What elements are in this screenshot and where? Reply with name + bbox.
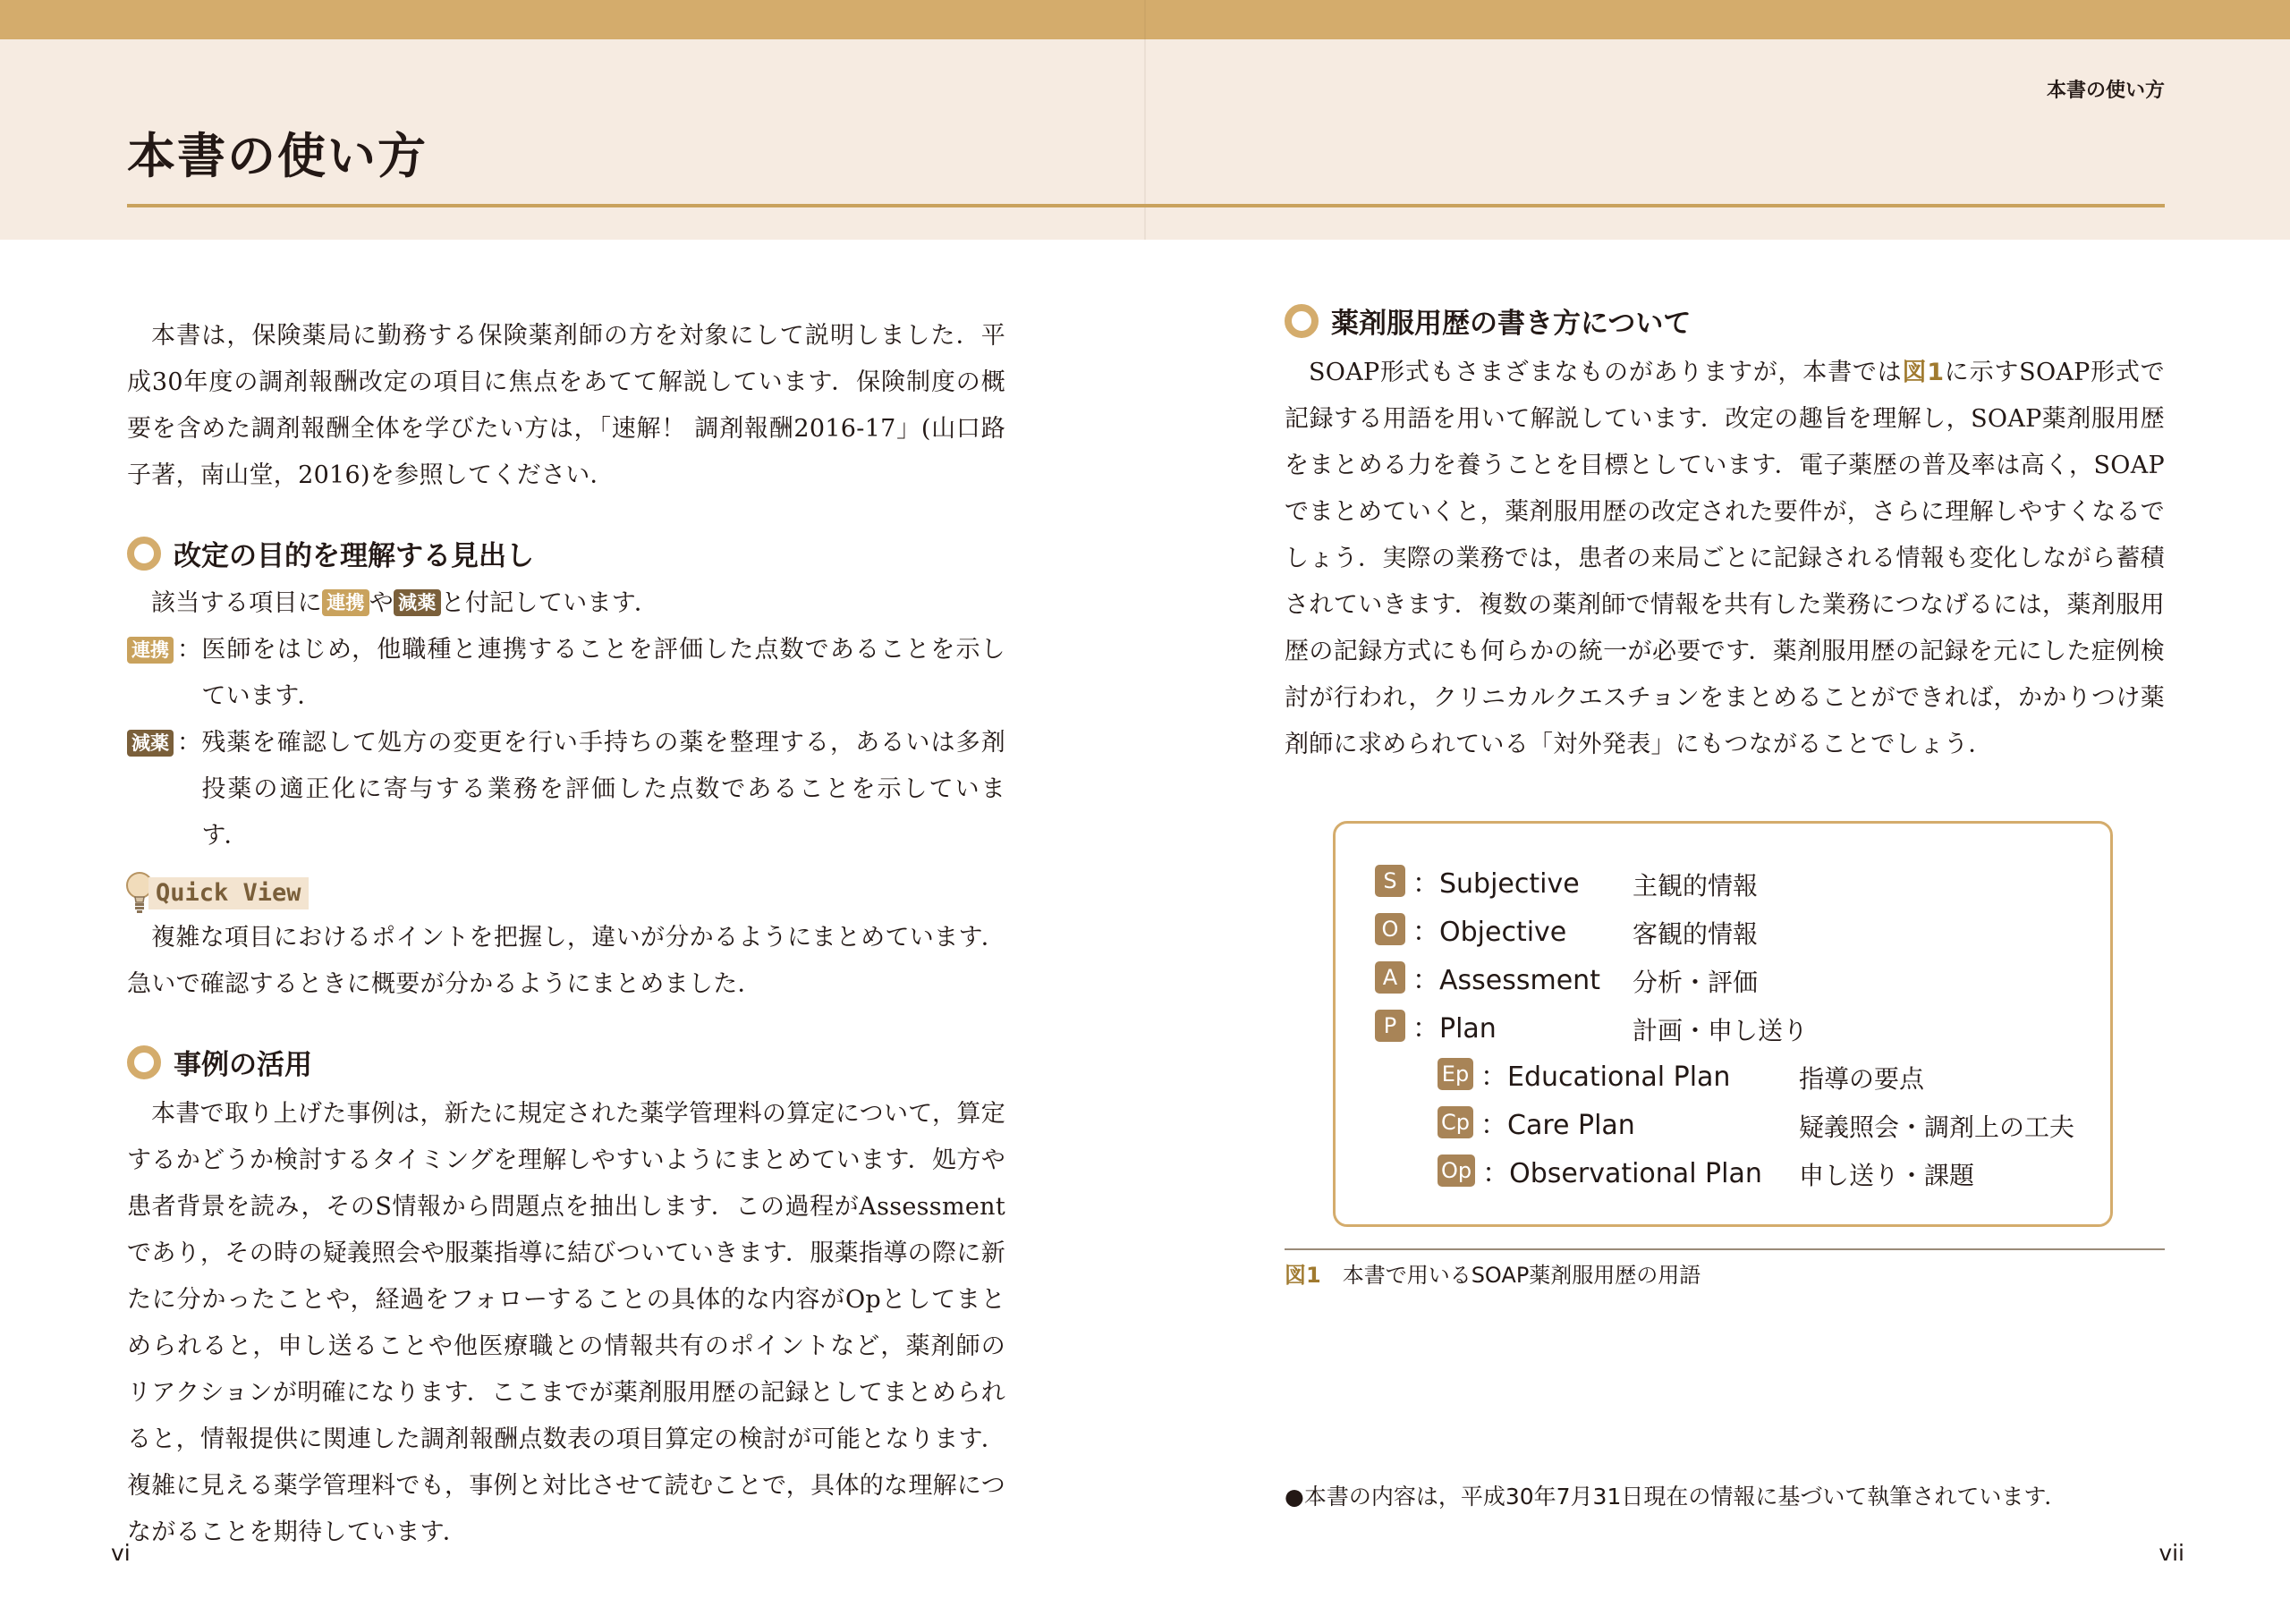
ring-bullet-icon	[127, 537, 161, 571]
soap-badge: S	[1375, 865, 1405, 897]
tag-genyaku: 減薬	[394, 589, 441, 616]
ring-bullet-icon	[127, 1045, 161, 1079]
soap-row-o	[1375, 908, 1566, 951]
footnote: ●本書の内容は，平成30年7月31日現在の情報に基づいて執筆されています．	[1285, 1484, 2067, 1510]
section-heading-revision-purpose	[127, 533, 1005, 573]
soap-badge: O	[1375, 913, 1405, 945]
soap-badge: A	[1375, 961, 1405, 994]
quick-view-heading	[127, 872, 1005, 915]
soap-figure-box	[1333, 821, 2113, 1227]
definition-colon: ：	[177, 636, 202, 664]
soap-term: ：Care Plan	[1480, 1110, 1635, 1141]
figure-caption-rule	[1285, 1248, 2165, 1250]
soap-row-a	[1375, 956, 1600, 999]
page-number-right: vii	[2159, 1540, 2184, 1566]
left-page-column	[127, 313, 1005, 1556]
intro-paragraph: 本書は，保険薬局に勤務する保険薬剤師の方を対象にして説明しました．平成30年度の調剤報酬改定の項目に焦点をあてて解説しています．保険制度の概要を含めた調剤報酬全体を学びたい方は，「速解！ 調剤報酬2016-17」(山口路子著，南山堂，2016)を参照してください．	[127, 322, 1005, 489]
ring-bullet-icon	[1285, 304, 1319, 338]
section-heading-text: 改定の目的を理解する見出し	[174, 540, 534, 572]
definition-genyaku	[127, 720, 1005, 859]
lead-text: や	[369, 589, 394, 617]
lead-text: 該当する項目に	[151, 589, 323, 617]
medication-history-paragraph	[1285, 350, 2165, 768]
figure-caption-text: 本書で用いるSOAP薬剤服用歴の用語	[1342, 1263, 1701, 1288]
soap-meaning: 指導の要点	[1799, 1064, 1925, 1094]
tag-lead-paragraph	[127, 580, 1005, 627]
title-rule	[127, 204, 2165, 207]
page-title: 本書の使い方	[127, 128, 428, 184]
soap-meaning: 計画・申し送り	[1633, 1016, 1809, 1045]
soap-row-op	[1438, 1149, 1762, 1192]
soap-row-p	[1375, 1004, 1497, 1047]
definition-colon: ：	[177, 729, 202, 757]
soap-row-s	[1375, 859, 1580, 902]
soap-term: ：Plan	[1412, 1013, 1497, 1045]
quick-view-label: Quick View	[148, 877, 309, 909]
tag-renkei: 連携	[127, 637, 174, 664]
paragraph-text: SOAP形式もさまざまなものがありますが，本書では	[1309, 359, 1903, 386]
soap-meaning: 主観的情報	[1633, 871, 1759, 901]
soap-meaning: 申し送り・課題	[1799, 1161, 1975, 1190]
soap-term: ：Subjective	[1412, 868, 1580, 900]
figure-caption	[1285, 1257, 1701, 1289]
soap-badge: Cp	[1438, 1106, 1473, 1138]
tag-renkei: 連携	[322, 589, 369, 616]
figure-reference: 図1	[1902, 359, 1945, 386]
tag-genyaku: 減薬	[127, 730, 174, 757]
running-head: 本書の使い方	[2046, 80, 2165, 102]
soap-badge: Ep	[1438, 1058, 1473, 1090]
definition-renkei	[127, 627, 1005, 720]
definition-text: 医師をはじめ，他職種と連携することを評価した点数であることを示しています．	[201, 636, 1005, 710]
soap-row-ep	[1438, 1053, 1730, 1095]
soap-term: ：Observational Plan	[1482, 1158, 1762, 1189]
soap-meaning: 分析・評価	[1633, 968, 1759, 997]
case-usage-paragraph: 本書で取り上げた事例は，新たに規定された薬学管理料の算定について，算定するかどうか検討するタイミングを理解しやすいようにまとめています．処方や患者背景を読み，そのS情報から問題点を抽出します．この過程がAssessmentであり，その時の疑義照会や服薬指導に結びついていきます．服薬指導の際に新たに分かったことや，経過をフォローすることの具体的な内容がOpとしてまとめられると，申し送ることや他医療職との情報共有のポイントなど，薬剤師のリアクションが明確になります．ここまでが薬剤服用歴の記録としてまとめられると，情報提供に関連した調剤報酬点数表の項目算定の検討が可能となります．複雑に見える薬学管理料でも，事例と対比させて読むことで，具体的な理解につながることを期待しています．	[127, 1100, 1005, 1546]
paragraph-text: に示すSOAP形式で記録する用語を用いて解説しています．改定の趣旨を理解し，SOAP薬剤服用歴をまとめる力を養うことを目標としています．電子薬歴の普及率は高く，SOAPでまとめていくと，薬剤服用歴の改定された要件が，さらに理解しやすくなるでしょう．実際の業務では，患者の来局ごとに記録される情報も変化しながら蓄積されていきます．複数の薬剤師で情報を共有した業務につなげるには，薬剤服用歴の記録方式にも何らかの統一が必要です．薬剤服用歴の記録を元にした症例検討が行われ，クリニカルクエスチョンをまとめることができれば，かかりつけ薬剤師に求められている「対外発表」にもつながることでしょう．	[1285, 359, 2165, 758]
soap-row-cp	[1438, 1101, 1635, 1144]
soap-term: ：Objective	[1412, 917, 1567, 948]
section-heading-text: 事例の活用	[174, 1049, 312, 1081]
right-page-column	[1285, 300, 2165, 768]
figure-number: 図1	[1285, 1263, 1321, 1288]
soap-badge: P	[1375, 1010, 1405, 1042]
section-heading-text: 薬剤服用歴の書き方について	[1331, 308, 1692, 340]
quick-view-text: 複雑な項目におけるポイントを把握し，違いが分かるようにまとめています．急いで確認するときに概要が分かるようにまとめました．	[127, 924, 1005, 998]
soap-badge: Op	[1438, 1155, 1475, 1187]
soap-term: ：Assessment	[1412, 965, 1600, 996]
section-heading-medication-history	[1285, 300, 2165, 341]
soap-meaning: 疑義照会・調剤上の工夫	[1799, 1112, 2075, 1142]
soap-meaning: 客観的情報	[1633, 919, 1759, 949]
definition-text: 残薬を確認して処方の変更を行い手持ちの薬を整理する，あるいは多剤投薬の適正化に寄与する業務を評価した点数であることを示しています．	[201, 729, 1005, 850]
soap-term: ：Educational Plan	[1480, 1062, 1731, 1093]
lead-text: と付記しています．	[440, 589, 659, 617]
page-number-left: vi	[111, 1540, 131, 1566]
section-heading-case-usage	[127, 1042, 1005, 1082]
